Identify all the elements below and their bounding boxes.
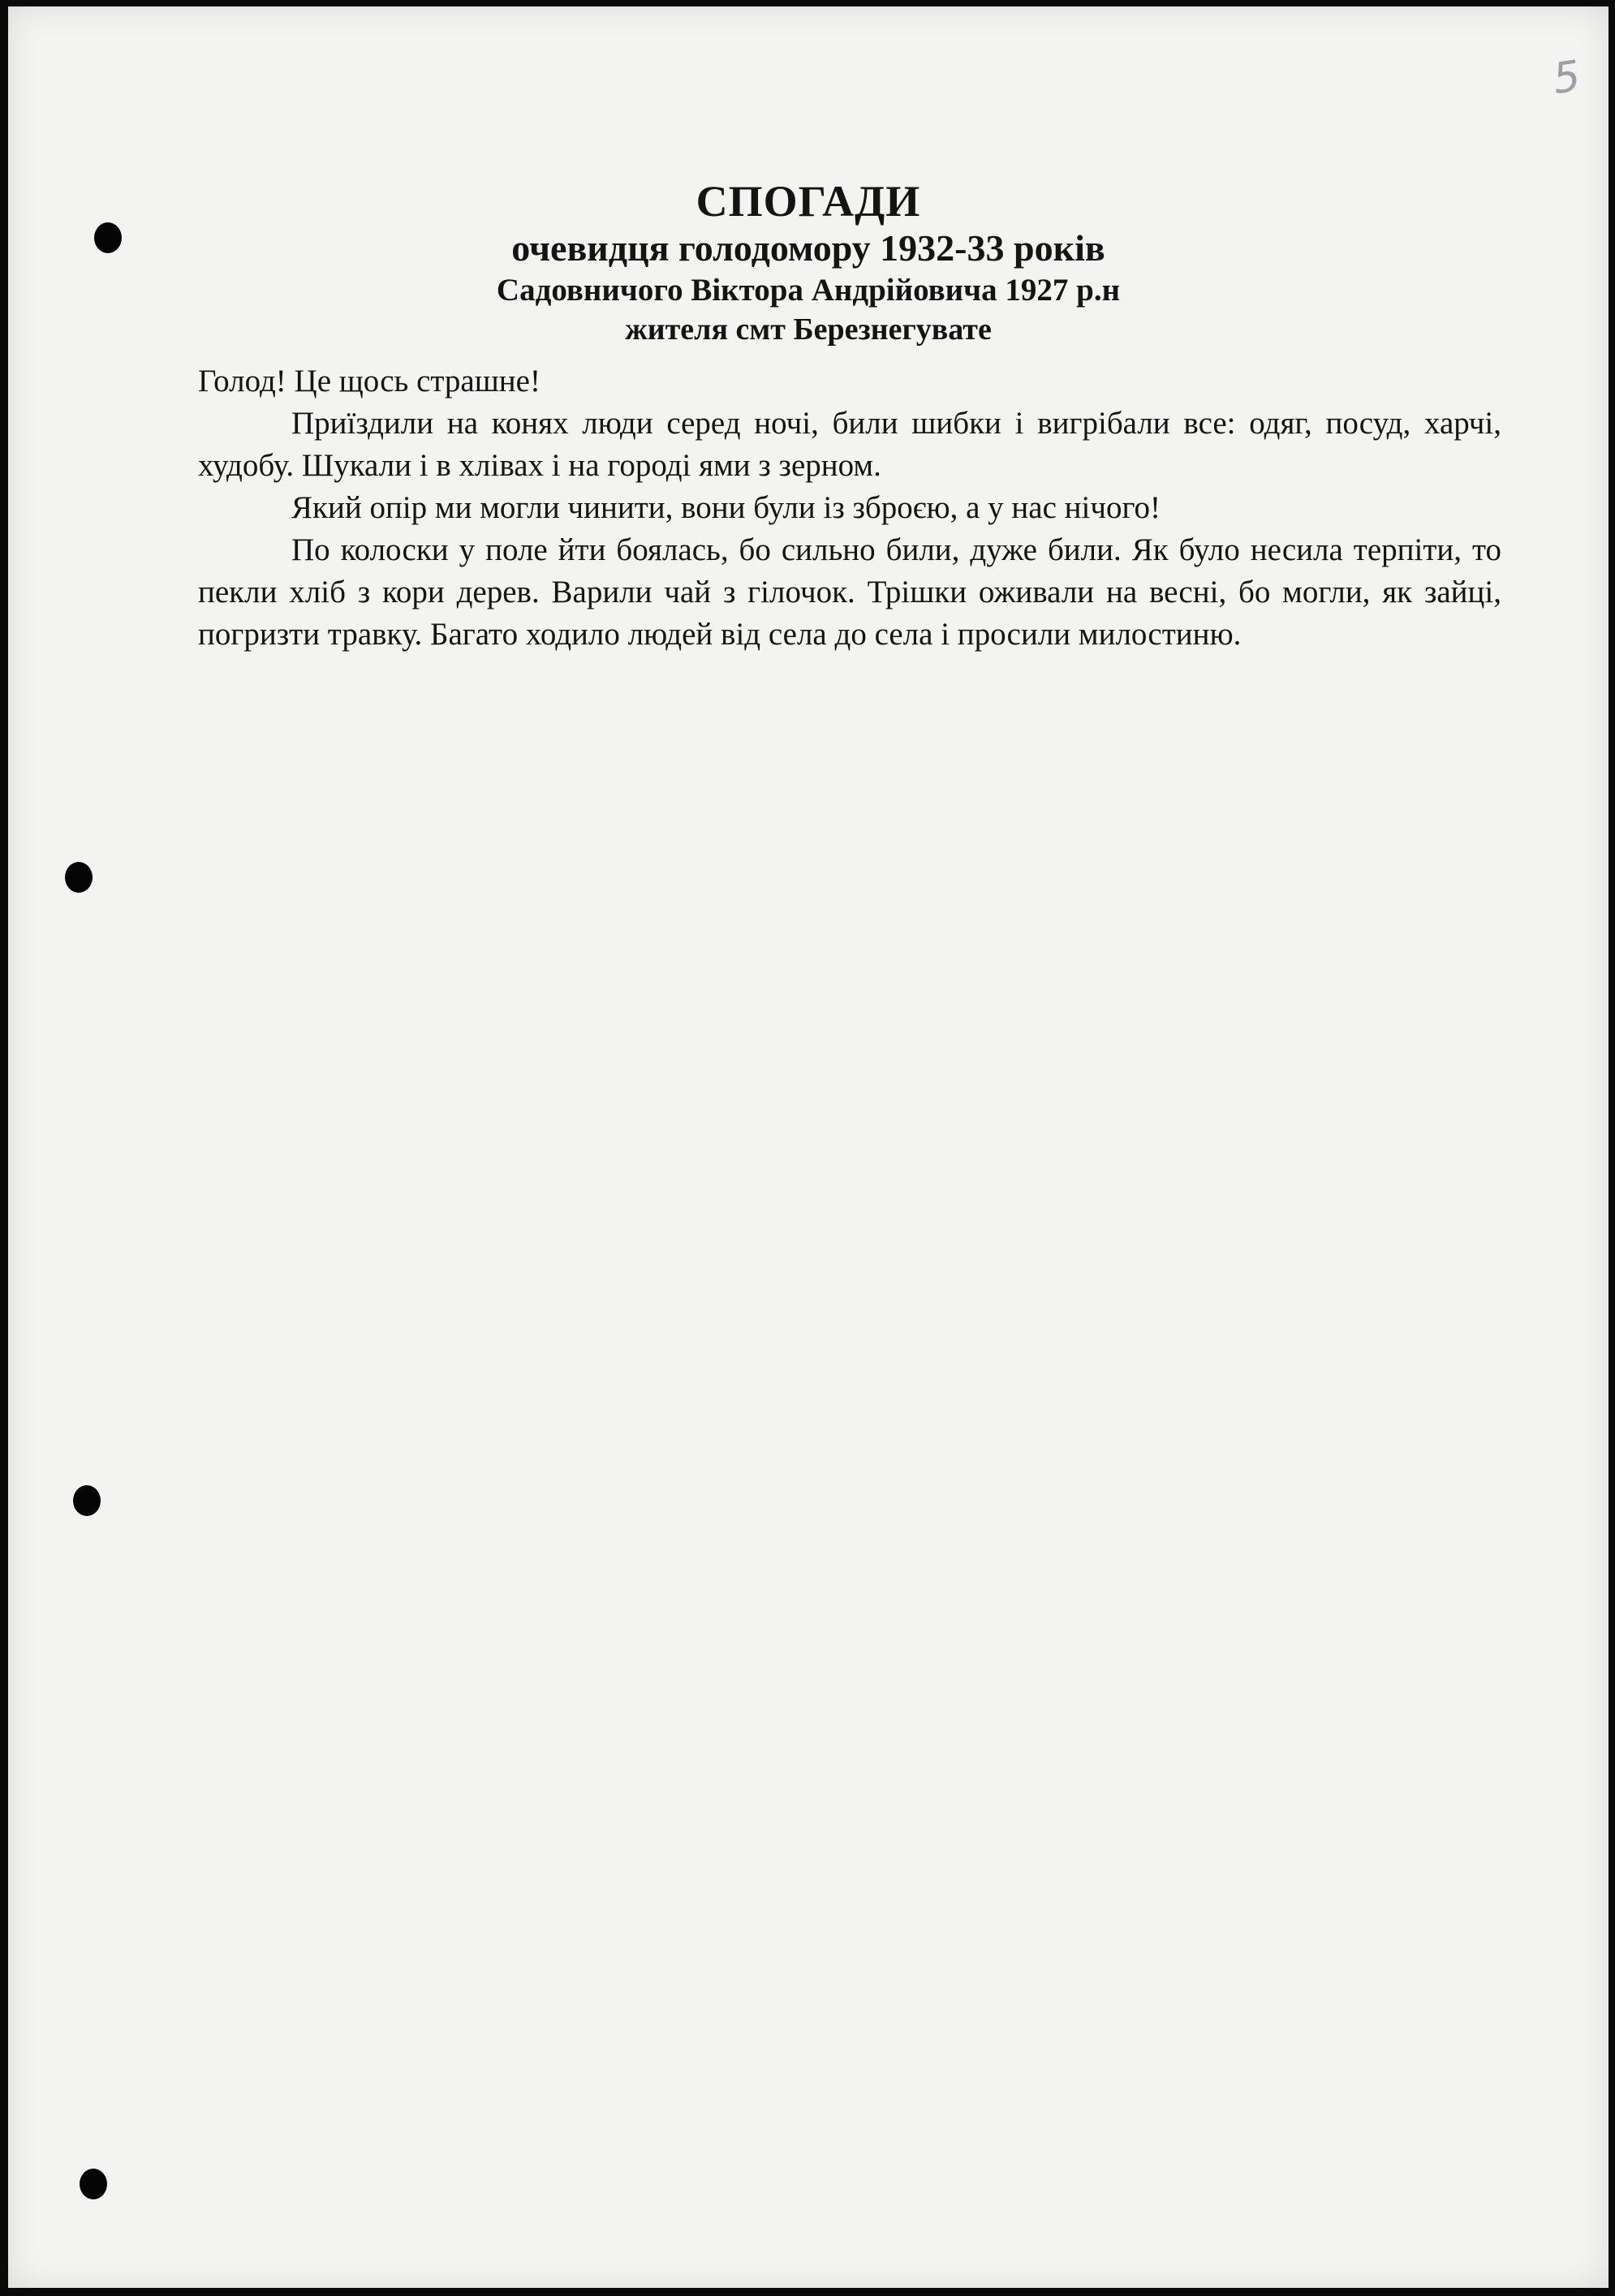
document-title: СПОГАДИ: [696, 177, 921, 226]
paragraph: По колоски у поле йти боялась, бо сильно били, дуже били. Як було несила терпіти, то пекли хліб з кори дерев. Варили чай з гілочок. Трішки оживали на весні, бо могли, як зайці, погризти травку. Багато ходило людей від села до села і просили милостиню.: [198, 532, 1501, 652]
document-body: [198, 360, 1501, 656]
punch-hole: [73, 1485, 101, 1516]
punch-hole: [65, 862, 93, 893]
handwritten-page-number: 5: [1549, 51, 1584, 105]
punch-hole: [80, 2169, 107, 2199]
paragraph: Голод! Це щось страшне!: [198, 364, 540, 398]
document-header: [8, 177, 1609, 349]
witness-residence: жителя смт Березнегувате: [625, 312, 992, 347]
document-subtitle: очевидця голодомору 1932-33 років: [511, 227, 1105, 269]
witness-name: Садовничого Віктора Андрійовича 1927 р.н: [496, 273, 1121, 308]
paragraph: Приїздили на конях люди серед ночі, били шибки і вигрібали все: одяг, посуд, харчі, худобу. Шукали і в хлівах і на городі ями з зерном.: [198, 406, 1501, 483]
paragraph: Який опір ми могли чинити, вони були із зброєю, а у нас нічого!: [291, 490, 1161, 525]
document-page: [8, 6, 1609, 2288]
